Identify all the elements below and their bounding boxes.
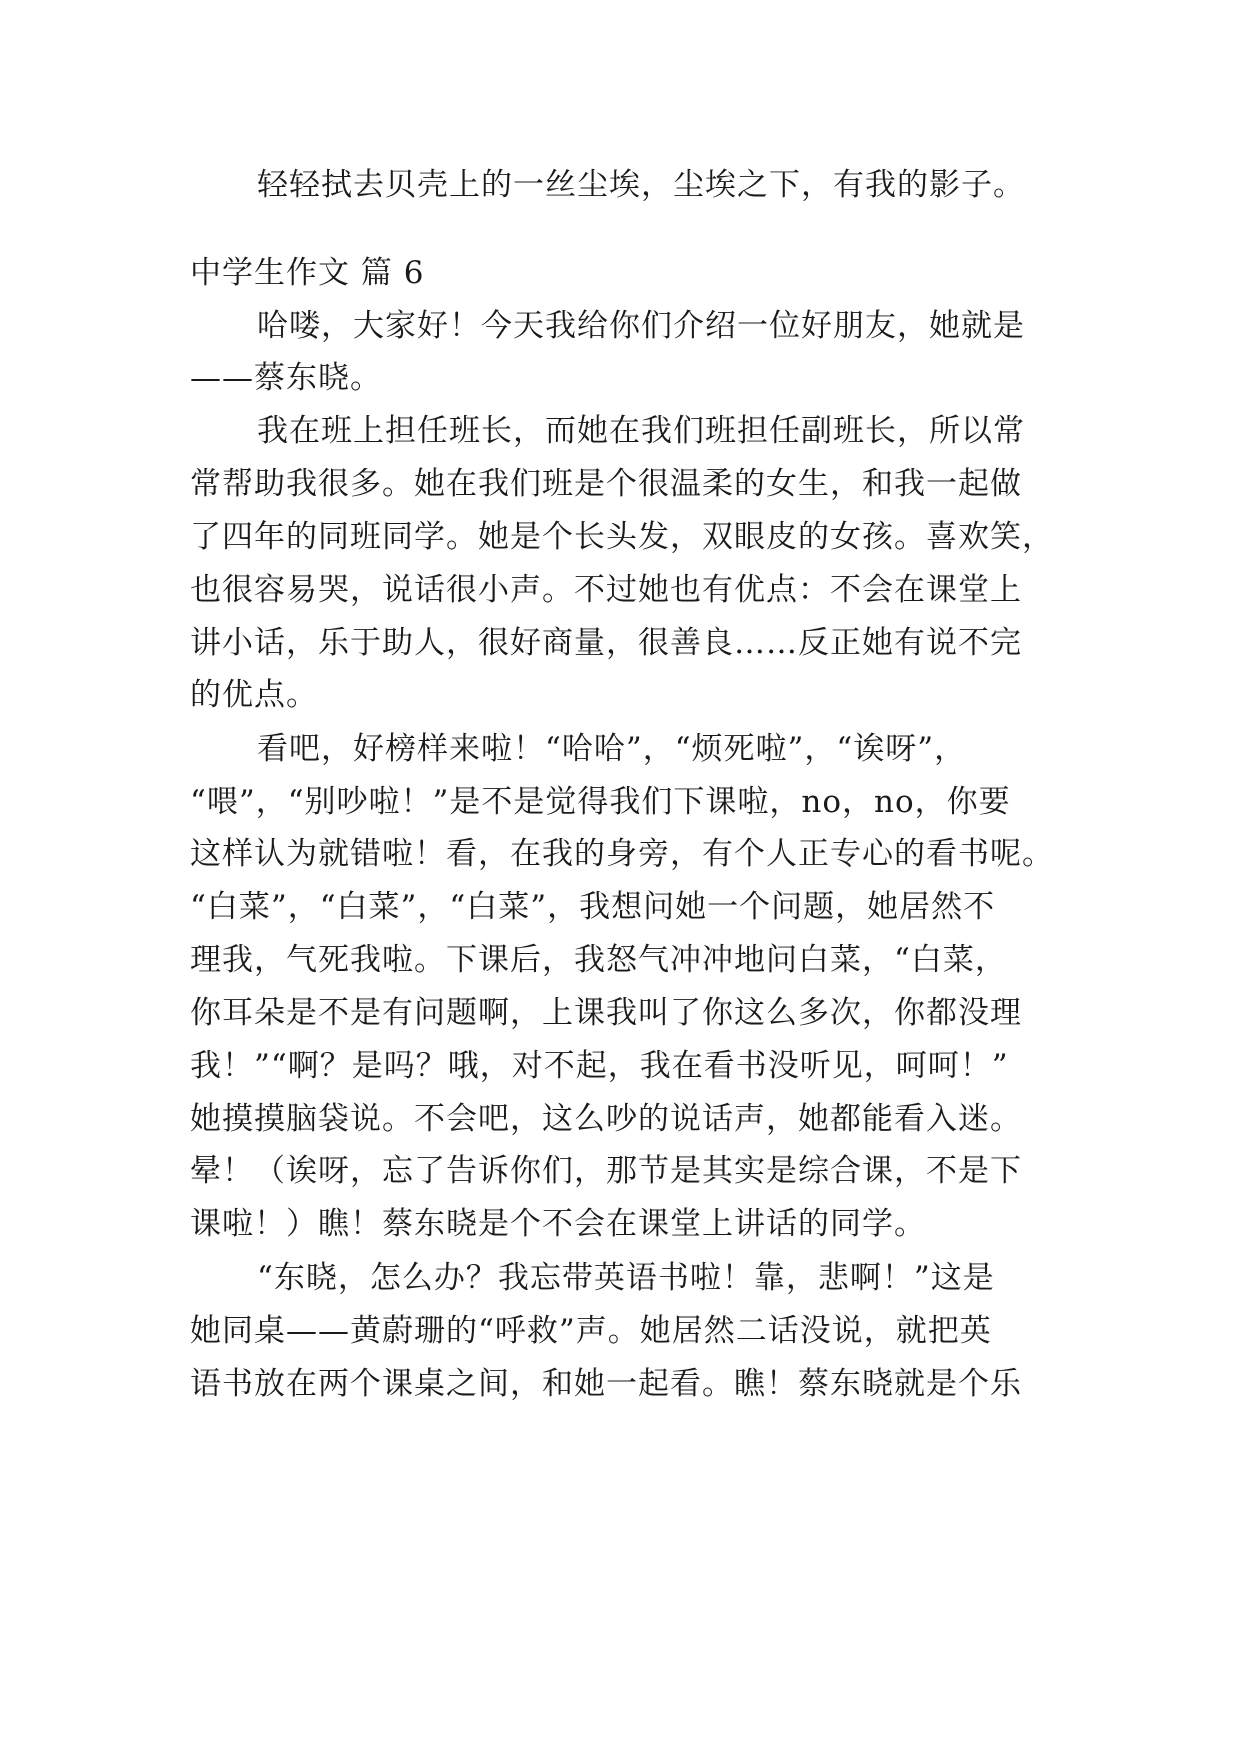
text-line: 课啦！）瞧！蔡东晓是个不会在课堂上讲话的同学。 bbox=[190, 1206, 926, 1242]
text-line: 了四年的同班同学。她是个长头发，双眼皮的女孩。喜欢笑， bbox=[190, 519, 1054, 555]
text-line: 轻轻拭去贝壳上的一丝尘埃，尘埃之下，有我的影子。 bbox=[257, 167, 1025, 203]
text-line: 也很容易哭，说话很小声。不过她也有优点：不会在课堂上 bbox=[190, 572, 1022, 608]
section-heading: 中学生作文 篇 6 bbox=[190, 255, 425, 291]
text-line: 这样认为就错啦！看，在我的身旁，有个人正专心的看书呢。 bbox=[190, 836, 1054, 872]
text-line: 讲小话，乐于助人，很好商量，很善良……反正她有说不完 bbox=[190, 625, 1022, 661]
text-line: 晕！（诶呀，忘了告诉你们，那节是其实是综合课，不是下 bbox=[190, 1153, 1022, 1189]
text-line: “喂”，“别吵啦！”是不是觉得我们下课啦，no，no，你要 bbox=[190, 784, 1011, 820]
text-line: 理我，气死我啦。下课后，我怒气冲冲地问白菜，“白菜， bbox=[190, 942, 1007, 978]
text-line: 我！”“啊？是吗？哦，对不起，我在看书没听见，呵呵！” bbox=[190, 1048, 1009, 1084]
text-line: 的优点。 bbox=[190, 677, 318, 713]
text-line: 她摸摸脑袋说。不会吧，这么吵的说话声，她都能看入迷。 bbox=[190, 1101, 1022, 1137]
text-line: ——蔡东晓。 bbox=[190, 360, 382, 396]
text-line: “东晓，怎么办？我忘带英语书啦！靠，悲啊！”这是 bbox=[257, 1260, 995, 1296]
text-line: 看吧，好榜样来啦！“哈哈”，“烦死啦”，“诶呀”， bbox=[257, 731, 967, 767]
text-line: 你耳朵是不是有问题啊，上课我叫了你这么多次，你都没理 bbox=[190, 995, 1022, 1031]
text-line: 哈喽，大家好！今天我给你们介绍一位好朋友，她就是 bbox=[257, 308, 1025, 344]
text-line: 语书放在两个课桌之间，和她一起看。瞧！蔡东晓就是个乐 bbox=[190, 1366, 1022, 1402]
text-line: 我在班上担任班长，而她在我们班担任副班长，所以常 bbox=[257, 413, 1025, 449]
text-line: “白菜”，“白菜”，“白菜”，我想问她一个问题，她居然不 bbox=[190, 889, 996, 925]
text-line: 常帮助我很多。她在我们班是个很温柔的女生，和我一起做 bbox=[190, 466, 1022, 502]
text-line: 她同桌——黄蔚珊的“呼救”声。她居然二话没说，就把英 bbox=[190, 1313, 992, 1349]
